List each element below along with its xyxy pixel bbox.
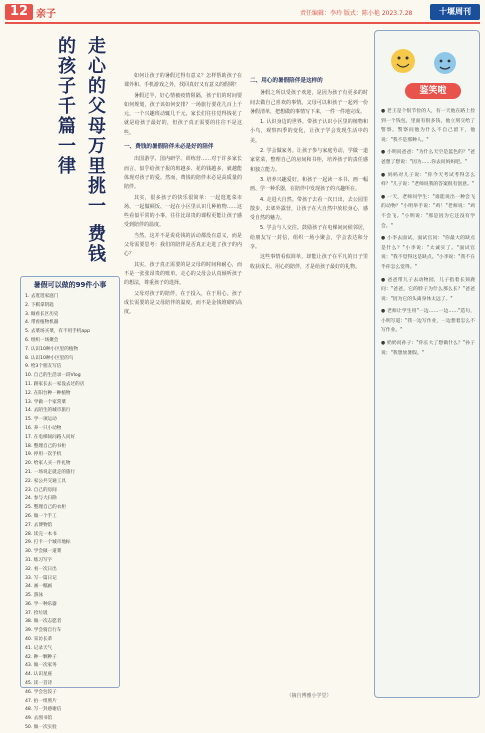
list-item: 31. 练习写字 [25, 557, 53, 563]
paragraph: 其实，孩子真正需要的是父母的时间和耐心，而不是一张张昂贵的账单。走心的父母会认真倾听孩子的想法，尊重孩子的选择。 [124, 261, 242, 287]
list-item: 27. 去博物馆 [25, 522, 53, 528]
list-item: 7. 认识10种小区里的植物 [25, 346, 79, 352]
list-item: 5. 去菜场买菜，有不用手机app [25, 329, 91, 335]
page-number: 12 [5, 4, 33, 20]
list-item: 19. 停用一次手机 [25, 452, 62, 458]
list-item: 13. 学做一个家常菜 [25, 399, 66, 405]
list-item: 20. 给家人买一件礼物 [25, 461, 71, 467]
list-item: 22. 家公共交通工具 [25, 478, 66, 484]
page-header [0, 0, 485, 24]
sidebar-title: 鉴笑啦 [405, 83, 461, 99]
list-item: 34. 画一幅画 [25, 584, 53, 590]
paragraph: 暑假过半，好心情被疫情阻隔，孩子们的时间要如何规划，孩子该如何安排？一场旅行要花几百上千元，一个兴趣班动辄几千元，家长们往往觉得钱花了就是给孩子最好的，但孩子真正需要的往往不是这些。 [124, 92, 242, 136]
todo-list-box [20, 276, 120, 731]
list-item: 41. 记录天气 [25, 645, 53, 651]
list-item: 3. 做看长区历史 [25, 311, 59, 317]
list-item: 42. 种一颗种子 [25, 654, 57, 660]
section-name: 亲子 [36, 9, 56, 20]
list-item: 23. 自己的房间 [25, 487, 57, 493]
list-item: 45. 读一首诗 [25, 681, 53, 687]
joke-paragraph: ● 老王是个很节俭的人，有一天他在路上捡到一个钱包，里面有很多钱，他立刻交给了警察。警察问他为什么不自己留下，他说："我不是那种人。" [381, 109, 475, 143]
list-item: 36. 学一种乐器 [25, 601, 57, 607]
publication-logo: 十堰周刊 [430, 4, 480, 20]
header-rule [5, 22, 480, 24]
joke-paragraph: ● 老师让学生用"一边……一边……"造句，小明写道："我一边写作业，一边想着怎么不写作业。" [381, 309, 475, 334]
paragraph: 5. 学会与人交往。鼓励孩子在电梯间问候邻居，给朋友写一封信，组织一场小聚会，学会表达和分享。 [250, 225, 368, 251]
list-item: 33. 写一篇日记 [25, 575, 57, 581]
list-item: 1. 去逛逛家庭门 [25, 294, 59, 299]
joke-paragraph: ● 妈妈对儿子说："你今天考试考得怎么样？"儿子说："老师说我的答案很有创意。" [381, 172, 475, 188]
paragraph: 1. 认识身边的世界。带孩子认识小区里的植物和小鸟，观察四季的变化，让孩子学会发现生活中的美。 [250, 119, 368, 144]
joke-paragraph: ● 小明问爸爸："为什么天空是蓝色的？"爸爸想了想说："因为……你去问妈妈吧。" [381, 150, 475, 165]
list-item: 40. 采访长辈 [25, 637, 53, 643]
section-heading: 一、费钱的暑假陪伴未必是好的陪伴 [124, 144, 214, 151]
list-item: 50. 做一次实验 [25, 725, 57, 731]
paragraph: 父母对孩子的陪伴，在于投入，在于用心。孩子成长需要的是父母陪伴的温度，而不是金钱堆砌的高度。 [124, 290, 242, 316]
paragraph: 4. 走进大自然。带孩子去看一次日出，去公园里散步，去郊外露营，让孩子在大自然中放松身心，感受自然的魅力。 [250, 196, 368, 222]
list-item: 17. 在电梯间问路人问好 [25, 434, 76, 440]
list-item: 11. 跟家长去一家没去过的店 [25, 381, 85, 387]
list-item: 46. 学会包饺子 [25, 689, 57, 695]
list-item: 9. 给3个朋友写信 [25, 364, 62, 370]
list-item: 49. 去图书馆 [25, 716, 53, 722]
list-item: 16. 养一只小动物 [25, 425, 62, 431]
list-item: 29. 打卡一个城市地标 [25, 540, 71, 546]
list-item: 32. 看一次日出 [25, 566, 57, 572]
paragraph: 这些事情看似简单，却能让孩子在平凡的日子里收获成长。用心的陪伴，才是给孩子最好的礼物。 [250, 254, 368, 270]
article-title: 走心的父母万里挑一 费钱的孩子千篇一律 [55, 36, 106, 265]
list-item: 35. 游泳 [25, 593, 43, 599]
list-item: 44. 认识星座 [25, 672, 53, 678]
list-item: 8. 认识10种小区里的鸟 [25, 355, 74, 361]
paragraph: 暑假之所以受孩子欢迎，是因为孩子有更多的时间去做自己喜欢的事情。父母可以和孩子一起列一份暑假清单，把想做的事情写下来，一件一件地完成。 [250, 90, 368, 115]
paragraph: 当然，这并不是说花钱的活动都没有意义，而是父母需要思考：我们的陪伴是否真正走进了孩子的内心？ [124, 232, 242, 258]
joke-paragraph: ● 爸爸带儿子去动物园，儿子指着长颈鹿问："爸爸，它的脖子为什么那么长？"爸爸说："因为它的头离身体太远了。" [381, 277, 475, 302]
article-column-1 [124, 72, 242, 692]
article-source: （摘自博雅小学堂） [286, 693, 332, 699]
paragraph: 2. 学会做家务。让孩子参与家庭劳动，学做一道家常菜，整理自己的房间和书柜，培养孩子的责任感和独立能力。 [250, 148, 368, 173]
paragraph: 其实，很多孩子的快乐很简单：一起逛逛菜市场、一起做顿饭、一起在小区里认识几种植物……这些看似平常的小事，往往比昂贵的课程更能让孩子感受到陪伴的温度。 [124, 194, 242, 229]
list-item: 26. 做一个手工 [25, 513, 57, 519]
list-item: 48. 写一封感谢信 [25, 707, 62, 713]
list-item: 14. 去陌生的城市旅行 [25, 408, 71, 414]
cartoon-illustration-icon [383, 41, 473, 79]
list-item: 43. 做一次家务 [25, 663, 57, 669]
list-item: 38. 做一次志愿者 [25, 619, 62, 625]
jokes-sidebar [374, 30, 480, 698]
list-item: 28. 读完一本书 [25, 531, 57, 537]
editor-meta: 责任编辑：李玲 版式：陈小艳 2023.7.28 [300, 10, 413, 17]
list-item: 15. 学一项运动 [25, 417, 57, 423]
list-heading: 暑假可以做的99件小事 [33, 281, 107, 289]
paragraph: 出国游学、国内研学、训练营……对于许多家长而言，似乎给孩子报的班越多、花的钱越多，就越能体现对孩子的爱。然而，费钱的陪伴未必是高质量的陪伴。 [124, 156, 242, 191]
list-item: 39. 学会骑自行车 [25, 628, 62, 634]
list-item: 47. 拍一组照片 [25, 698, 57, 704]
list-item: 37. 捡垃圾 [25, 610, 48, 616]
list-item: 4. 带看植物机器 [25, 320, 59, 326]
list-item: 10. 自己的生活录一段Vlog [25, 373, 81, 379]
sidebar-jokes [381, 107, 475, 693]
list-item: 25. 整理自己的衣柜 [25, 505, 66, 511]
list-item: 18. 整理自己的书柜 [25, 443, 66, 449]
paragraph: 如何让孩子的暑假过得有意义？怎样帮助孩子在课外和、手机游戏之外，找回真好又有意义的假期？ [124, 73, 242, 89]
todo-list [25, 293, 115, 733]
paragraph: 3. 培养兴趣爱好。和孩子一起读一本书、画一幅画、学一种乐器，在陪伴中发现孩子的兴趣所在。 [250, 176, 368, 193]
article-column-2 [250, 72, 368, 692]
list-item: 6. 组织一场聚会 [25, 337, 59, 343]
section-heading: 二、用心的暑假陪伴是这样的 [250, 78, 323, 84]
joke-paragraph: ● 一天，老师问学生："谁能说出一种会飞的动物？"小明举手说："鸡！"老师说："鸡不会飞。"小明说："那是因为它还没有学会。" [381, 194, 475, 229]
list-item: 12. 在阳台种一种植物 [25, 390, 71, 396]
list-item: 30. 学会做一道菜 [25, 549, 62, 555]
joke-paragraph: ● 小李去面试，面试官问："你最大的缺点是什么？"小李说："太诚实了。"面试官说："我不觉得这是缺点。"小李说："我不在乎你怎么觉得。" [381, 236, 475, 270]
list-item: 24. 参与大扫除 [25, 496, 57, 502]
list-item: 2. 下棋拿钥匙 [25, 302, 54, 308]
joke-paragraph: ● 奶奶问孙子："你长大了想做什么？"孙子说："我想放暑假。" [381, 341, 475, 356]
list-item: 21. 一场说走就走的旅行 [25, 469, 76, 475]
